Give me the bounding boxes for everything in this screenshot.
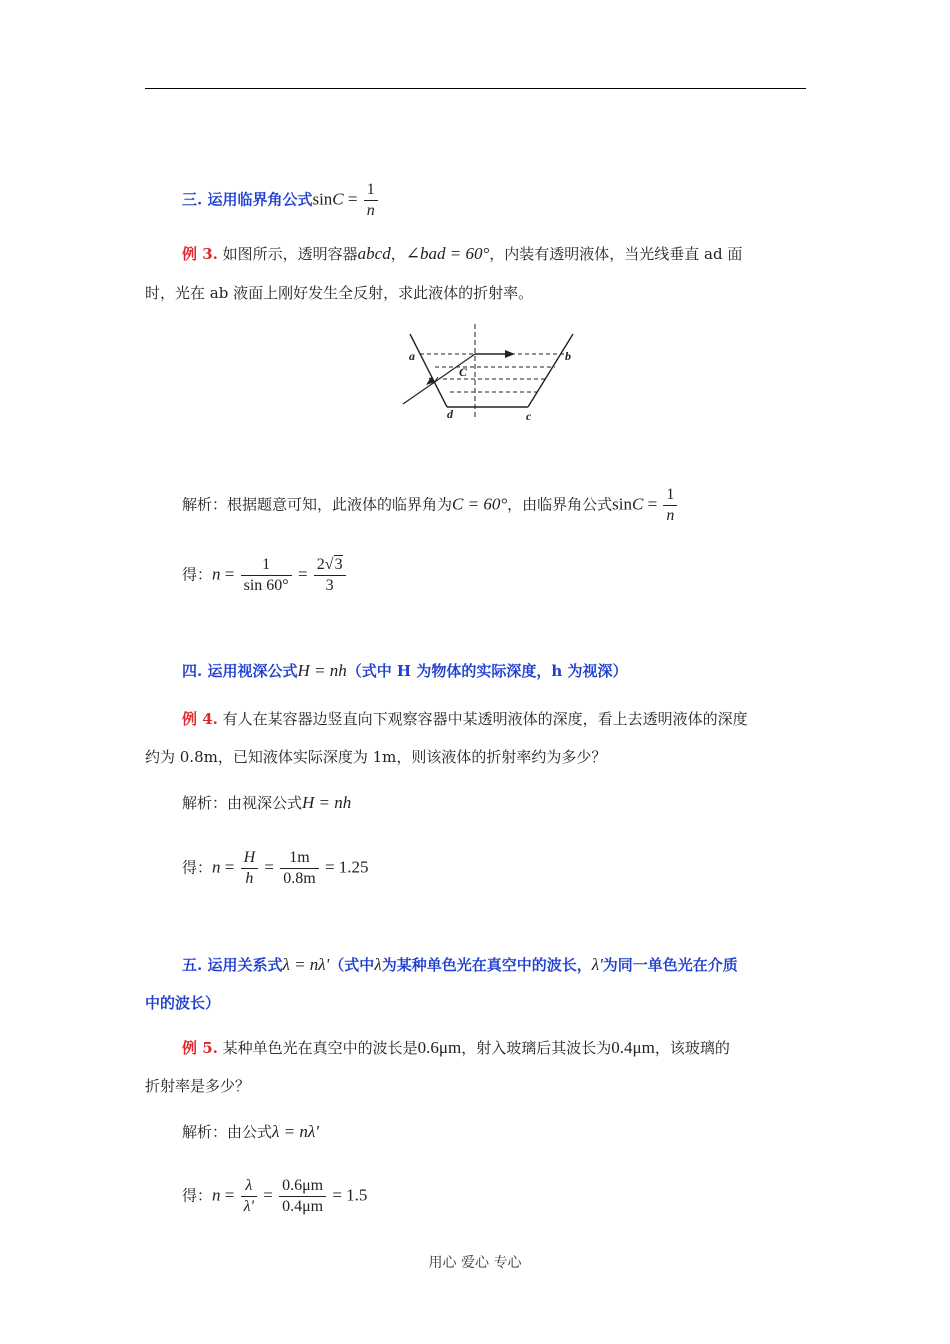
result-fraction-2: $\frac{2√3}{3}$ xyxy=(314,555,346,596)
example3-line1: 例 3. 如图所示，透明容器abcd，∠bad = 60°，内装有透明液体，当光线垂直 ad 面 xyxy=(182,244,743,263)
example5-line1: 例 5. 某种单色光在真空中的波长是0.6μm，射入玻璃后其波长为0.4μm，该玻璃的 xyxy=(182,1038,730,1057)
label-d: d xyxy=(447,407,453,421)
solution3-line: 解析：根据题意可知，此液体的临界角为C = 60°，由临界角公式sinC = $\frac{1}{n}$ xyxy=(182,485,679,526)
page-footer: 用心 爱心 专心 xyxy=(428,1255,522,1271)
wall-bc xyxy=(528,334,573,407)
incident-arrowhead xyxy=(426,377,435,385)
label-c: c xyxy=(526,409,532,423)
solution3-fraction: $\frac{1}{n}$ xyxy=(663,485,677,526)
result-fraction-1: $\frac{1}{\sin 60^\circ}$ xyxy=(241,555,292,596)
result4-fraction-2: $\frac{1m}{0.8m}$ xyxy=(280,848,318,889)
section5-heading: 五. 运用关系式λ = nλ'（式中λ为某种单色光在真空中的波长，λ'为同一单色光在介质 xyxy=(182,955,738,974)
wall-ad xyxy=(410,334,447,407)
container-diagram xyxy=(395,322,585,424)
label-b: b xyxy=(565,349,571,363)
example4-line2: 约为 0.8m，已知液体实际深度为 1m，则该液体的折射率约为多少？ xyxy=(145,748,607,766)
section4-heading: 四. 运用视深公式H = nh（式中 H 为物体的实际深度，h 为视深） xyxy=(182,661,628,680)
result5-fraction-2: $\frac{0.6\mu m}{0.4\mu m}$ xyxy=(279,1176,326,1217)
result5-fraction-1: $\frac{\lambda}{\lambda'}$ xyxy=(241,1176,257,1217)
section3-heading: 三. 运用临界角公式sinC = $\frac{1}{n}$ xyxy=(182,180,380,221)
solution4-line: 解析：由视深公式H = nh xyxy=(182,793,352,812)
reflected-arrowhead xyxy=(505,350,515,358)
solution3-result: 得：n = $\frac{1}{\sin 60^\circ}$ = $\frac{2√3}{3}$ xyxy=(182,555,348,596)
solution4-result: 得：n = $\frac{H}{h}$ = $\frac{1m}{0.8m}$ = 1.25 xyxy=(182,849,369,887)
example5-line2: 折射率是多少？ xyxy=(145,1077,251,1095)
example3-line2: 时，光在 ab 液面上刚好发生全反射，求此液体的折射率。 xyxy=(145,284,534,302)
example4-line1: 例 4. 有人在某容器边竖直向下观察容器中某透明液体的深度，看上去透明液体的深度 xyxy=(182,710,748,728)
label-C: C xyxy=(459,365,468,379)
section5-heading-line2: 中的波长） xyxy=(145,994,221,1012)
header-rule xyxy=(145,88,806,89)
result4-fraction-1: $\frac{H}{h}$ xyxy=(241,848,259,889)
solution5-line: 解析：由公式λ = nλ' xyxy=(182,1122,319,1141)
solution5-result: 得：n = $\frac{\lambda}{\lambda'}$ = $\frac{0.6\mu m}{0.4\mu m}$ = 1.5 xyxy=(182,1177,368,1215)
label-a: a xyxy=(409,349,415,363)
section3-fraction: $\frac{1}{n}$ xyxy=(364,180,378,221)
